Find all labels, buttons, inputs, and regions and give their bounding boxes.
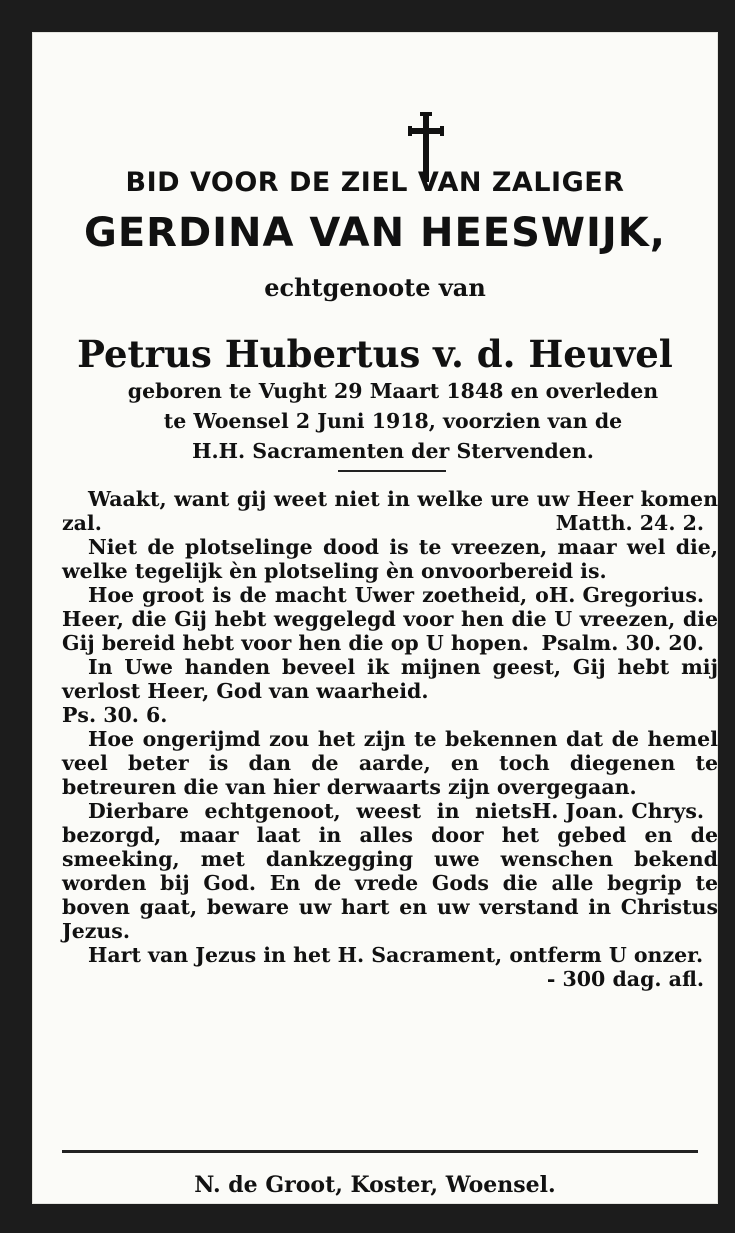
verse-ref: Psalm. 30. 20. — [541, 631, 704, 655]
dates-line: H.H. Sacramenten der Stervenden. — [192, 439, 594, 463]
verse-paragraph — [62, 727, 718, 823]
verse-text: Waakt, want gij weet niet in welke ure uw Heer komen zal. — [62, 487, 718, 535]
verse-paragraph — [62, 943, 718, 991]
verse-text: Hoe groot is de macht Uwer zoetheid, o Heer, die Gij hebt weggelegd voor hen die U vreezen, die Gij bereid hebt voor hen die op U hopen. — [62, 583, 718, 655]
spouse-name: Petrus Hubertus v. d. Heuvel — [77, 332, 673, 376]
verses-block — [62, 487, 718, 991]
verse-text: In Uwe handen beveel ik mijnen geest, Gij hebt mij verlost Heer, God van waarheid. — [62, 655, 718, 703]
dates-line: te Woensel 2 Juni 1918, voorzien van de — [163, 409, 623, 433]
printer-credit: N. de Groot, Koster, Woensel. — [194, 1172, 556, 1198]
verse-paragraph — [62, 487, 718, 535]
verse-text: Hart van Jezus in het H. Sacrament, ontferm U onzer. — [88, 943, 704, 967]
verse-paragraph — [62, 655, 718, 727]
verse-text: Hoe ongerijmd zou het zijn te bekennen dat de hemel veel beter is dan de aarde, en toch diegenen te betreuren die van hier derwaarts zijn overgegaan. — [62, 727, 718, 799]
verse-text: Dierbare echtgenoot, weest in niets bezorgd, maar laat in alles door het gebed en de smeeking, met dankzegging uwe wenschen bekend worden bij God. En de vrede Gods die alle begrip te boven gaat, beware uw hart en uw verstand in Christus Jezus. — [62, 799, 718, 943]
verse-ref: - 300 dag. afl. — [546, 967, 704, 991]
verse-text: Niet de plotselinge dood is te vreezen, maar wel die, welke tegelijk èn plotseling èn onvoorbereid is. — [62, 535, 718, 583]
dates-line: geboren te Vught 29 Maart 1848 en overleden — [127, 379, 659, 403]
divider-short — [338, 470, 446, 472]
verse-ref: H. Gregorius. — [548, 583, 704, 607]
relation-text: echtgenoote van — [264, 273, 486, 302]
verse-ref: Ps. 30. 6. — [62, 703, 168, 727]
verse-ref: H. Joan. Chrys. — [531, 799, 704, 823]
verse-paragraph — [62, 535, 718, 607]
life-dates — [68, 376, 718, 466]
verse-ref: Matth. 24. 2. — [555, 511, 704, 535]
prayer-heading: BID VOOR DE ZIEL VAN ZALIGER — [125, 167, 625, 198]
memorial-card — [32, 32, 718, 1204]
deceased-name: GERDINA VAN HEESWIJK, — [83, 210, 666, 256]
divider-long — [62, 1150, 698, 1153]
